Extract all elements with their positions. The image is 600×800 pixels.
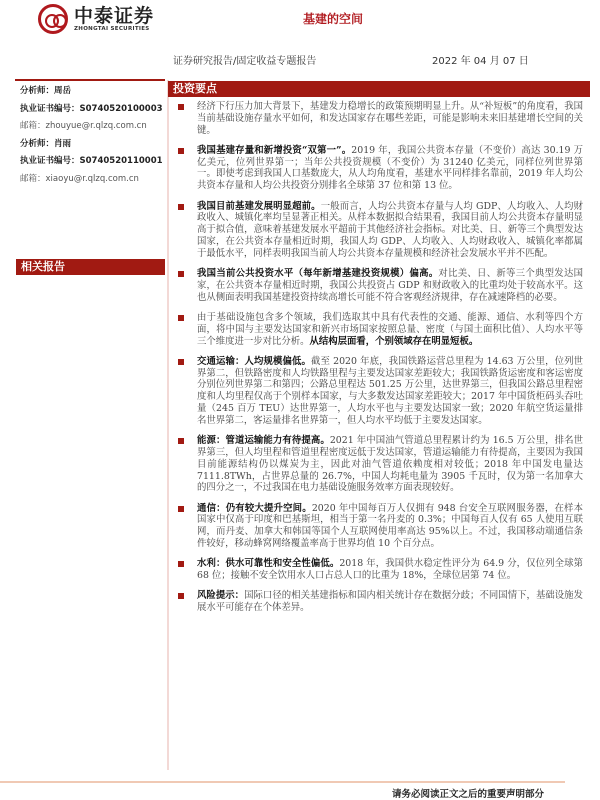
- paragraph-text: [197, 590, 583, 614]
- logo-icon: [38, 4, 68, 34]
- paragraph-lead: 通信：仍有较大提升空间。: [197, 502, 312, 514]
- bullet-icon: [178, 315, 184, 321]
- paragraph-text: [197, 312, 583, 347]
- paragraph-body: 2019 年，我国公共资本存量（不变价）高达 30.19 万亿美元，位列世界第一；当年公共投资规模（不变价）为 31240 亿美元，同样位列世界第一。即使考虑到我国人口基数庞大，从人均角度看，基建水平同样排名靠前，2019 年人均公共资本存量和人均公共投资分别排名全球第 37 位和第 13 位。: [197, 144, 583, 192]
- bullet-icon: [178, 506, 184, 512]
- bullet-icon: [178, 148, 184, 154]
- report-title: 基建的空间: [303, 12, 364, 26]
- bullet-paragraph: [178, 435, 583, 494]
- paragraph-text: [197, 145, 583, 192]
- paragraph-body: 经济下行压力加大背景下，基建发力稳增长的政策预期明显上升。从“补短板”的角度看，我国当前基础设施存量水平如何，和发达国家存在哪些差距，可能是影响未来旧基建增长空间的关键。: [197, 101, 583, 136]
- footer-disclaimer: 请务必阅读正文之后的重要声明部分: [392, 789, 545, 800]
- paragraph-text: [197, 435, 583, 494]
- paragraph-body: 由于基础设施包含多个领域，我们选取其中具有代表性的交通、能源、通信、水利等四个方面，将中国与主要发达国家和新兴市场国家按照总量、密度（与国土面积比值）、人均水平等三个维度进一步对比分析。: [197, 311, 583, 347]
- paragraph-lead: 水利：供水可靠性和安全性偏低。: [197, 558, 340, 570]
- paragraph-lead: 能源：管道运输能力有待提高。: [197, 435, 330, 447]
- bullet-icon: [178, 104, 184, 110]
- analyst-email: 邮箱：zhouyue@r.qlzq.com.cn: [20, 121, 147, 131]
- paragraph-lead: 我国当前公共投资水平（每年新增基建投资规模）偏高。: [197, 268, 439, 280]
- bullet-icon: [178, 438, 184, 444]
- bullet-icon: [178, 593, 184, 599]
- analyst-email: 邮箱：xiaoyu@r.qlzq.com.cn: [20, 173, 139, 184]
- paragraph-text: [197, 503, 583, 550]
- bullet-paragraph: [178, 356, 583, 427]
- email-link[interactable]: xiaoyu@r.qlzq.com.cn: [45, 173, 139, 184]
- bullet-paragraph: [178, 558, 583, 582]
- company-logo: [38, 4, 154, 34]
- paragraph-text: [197, 201, 583, 260]
- paragraph-lead: 交通运输：人均规模偏低。: [197, 355, 311, 367]
- paragraph-text: [197, 356, 583, 427]
- bullet-paragraph: [178, 503, 583, 550]
- bullet-paragraph: [178, 268, 583, 303]
- bullet-paragraph: [178, 145, 583, 192]
- bullet-paragraph: [178, 101, 583, 136]
- report-type: 证券研究报告/固定收益专题报告: [173, 56, 317, 67]
- paragraph-lead: 我国目前基建发展明显超前。: [197, 200, 321, 212]
- report-date: 2022 年 04 月 07 日: [432, 56, 529, 67]
- bullet-icon: [178, 359, 184, 365]
- bullet-paragraph: [178, 201, 583, 260]
- paragraph-lead: 我国基建存量和新增投资“双第一”。: [197, 144, 352, 156]
- footer-divider: [0, 781, 565, 783]
- bullet-icon: [178, 561, 184, 567]
- email-link[interactable]: zhouyue@r.qlzq.com.cn: [45, 121, 147, 131]
- bullet-paragraph: [178, 312, 583, 347]
- paragraph-body: 2020 年中国每百万人仅拥有 948 台安全互联网服务器，在样本国家中仅高于印度和巴基斯坦，相当于第一名丹麦的 0.3%；中国每百人仅有 65 人使用互联网，而丹麦、加拿大和韩国等国个人互联网使用率高达 95%以上。不过，我国移动端通信条件较好，移动蜂窝网络覆盖率高于世界均值 10 个百分点。: [197, 502, 583, 549]
- analyst-name: 分析师：周岳: [20, 86, 72, 96]
- paragraph-body: 国际口径的相关基建指标和国内相关统计存在数据分歧；不同国情下，基础设施发展水平可能存在个体差异。: [197, 590, 583, 614]
- brand-name-en: ZHONGTAI SECURITIES: [74, 26, 150, 32]
- paragraph-text: [197, 268, 583, 303]
- paragraph-lead: 风险提示：: [197, 590, 245, 602]
- paragraph-body: 对比美、日、新等三个典型发达国家，在公共资本存量相近时期，我国公共投资占 GDP 和财政收入的比重均处于较高水平。这也从侧面表明我国基建投资持续高增长可能不符合客观经济规律，存在减速降档的必要。: [197, 268, 583, 303]
- analyst-name: 分析师：肖雨: [20, 138, 72, 149]
- paragraph-body: 2018 年，我国供水稳定性评分为 64.9 分，仅位列全球第 68 位；接触不安全饮用水人口占总人口的比重为 18%，全球位居第 74 位。: [197, 558, 583, 582]
- paragraph-text: [197, 101, 583, 136]
- paragraph-text: [197, 558, 583, 582]
- column-divider: [167, 80, 169, 770]
- analyst-info: [20, 83, 165, 188]
- bullet-icon: [178, 204, 184, 210]
- analyst-cert: 执业证书编号：S0740520110001: [20, 156, 163, 166]
- divider: [15, 79, 165, 81]
- paragraph-body: 2021 年中国油气管道总里程累计约为 16.5 万公里，排名世界第三，但人均里程和管道里程密度远低于发达国家，管道运输能力有待提高，主要因为我国目前能源结构仍以煤炭为主，因此对油气管道依赖度相对较低；2018 年中国发电量达 7111.8TWh，占世界总量的 26.7%，中国人均耗电量为 3905 千瓦时，仅为第一名加拿大的四分之一，不过我国在电力基础设施服务效率方面表现较好。: [197, 435, 583, 494]
- analyst-cert: 执业证书编号：S0740520100003: [20, 103, 163, 114]
- bullet-icon: [178, 271, 184, 277]
- section-header-related-reports: 相关报告: [16, 259, 165, 275]
- paragraph-body: 截至 2020 年底，我国铁路运营总里程为 14.63 万公里，位列世界第二，但铁路密度和人均铁路里程与主要发达国家差距较大；我国铁路货运密度和客运密度分别位列世界第二和第四；公路总里程达 501.25 万公里，达世界第三，但我国公路总里程密度和人均里程仅高于个别样本国家，与大多数发达国家差距较大；2017 年中国货柜码头吞吐量（245 百万 TEU）达世界第一，人均水平也与主要发达国家一致；2020 年航空货运量排名世界第二，客运量排名世界第一，但人均水平均低于主要发达国家。: [197, 355, 583, 426]
- brand-name-cn: 中泰证券: [74, 5, 155, 27]
- bullet-paragraph: [178, 590, 583, 614]
- paragraph-emphasis: 从结构层面看，个别领域存在明显短板。: [309, 335, 479, 347]
- key-points-body: [178, 101, 583, 622]
- paragraph-body: 一般而言，人均公共资本存量与人均 GDP、人均收入、人均财政收入、城镇化率均呈显著正相关。从样本数据拟合结果看，我国目前人均公共资本存量明显高于拟合值，意味着基建发展水平超前于其他经济社会指标。对比美、日、新等三个典型发达国家，在公共资本存量相近时期，我国人均 GDP、人均收入、人均财政收入、城镇化率都属于最低水平，同样表明我国当前人均公共资本存量规模和经济社会发展水平并不匹配。: [197, 200, 583, 259]
- section-header-key-points: 投资要点: [168, 81, 590, 97]
